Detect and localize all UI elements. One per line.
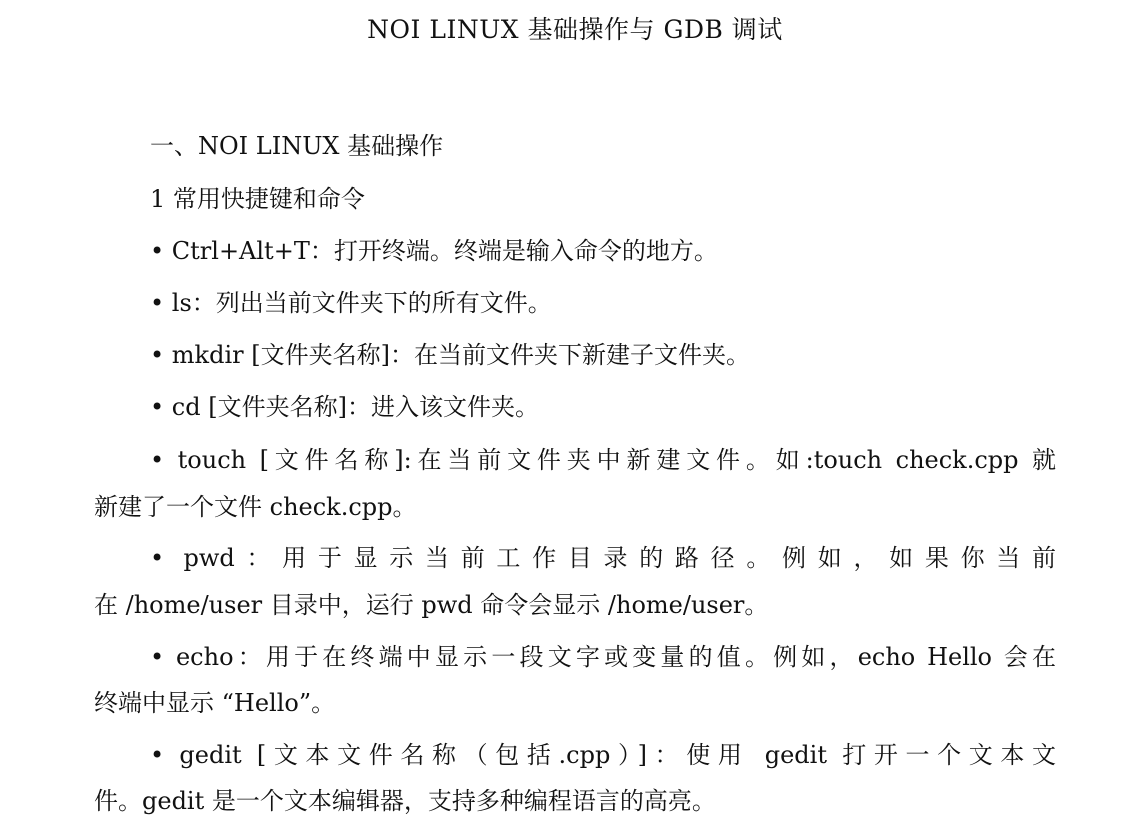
list-item-pwd-line-2: 在 /home/user 目录中，运行 pwd 命令会显示 /home/user。 — [94, 591, 769, 619]
list-item-pwd-line-1: • pwd：用于显示当前工作目录的路径。例如，如果你当前 — [150, 544, 1056, 572]
list-item-gedit-line-1: • gedit [文本文件名称（包括.cpp）]：使用 gedit 打开一个文本文 — [150, 741, 1056, 769]
list-item-ls: • ls：列出当前文件夹下的所有文件。 — [150, 289, 552, 317]
list-item-ctrl-alt-t: • Ctrl+Alt+T：打开终端。终端是输入命令的地方。 — [150, 237, 718, 265]
list-item-mkdir: • mkdir [文件夹名称]：在当前文件夹下新建子文件夹。 — [150, 341, 750, 369]
list-item-touch-line-1: • touch [文件名称]:在当前文件夹中新建文件。如:touch check.cpp 就 — [150, 446, 1056, 474]
section-heading: 一、NOI LINUX 基础操作 — [150, 132, 444, 160]
list-item-gedit-line-2: 件。gedit 是一个文本编辑器，支持多种编程语言的高亮。 — [94, 787, 716, 815]
list-item-echo-line-1: • echo：用于在终端中显示一段文字或变量的值。例如，echo Hello 会在 — [150, 643, 1056, 671]
subsection-heading: 1 常用快捷键和命令 — [150, 185, 365, 213]
document-title: NOI LINUX 基础操作与 GDB 调试 — [367, 15, 783, 44]
list-item-touch-line-2: 新建了一个文件 check.cpp。 — [94, 493, 417, 521]
list-item-echo-line-2: 终端中显示 “Hello”。 — [94, 689, 336, 717]
list-item-cd: • cd [文件夹名称]：进入该文件夹。 — [150, 393, 539, 421]
